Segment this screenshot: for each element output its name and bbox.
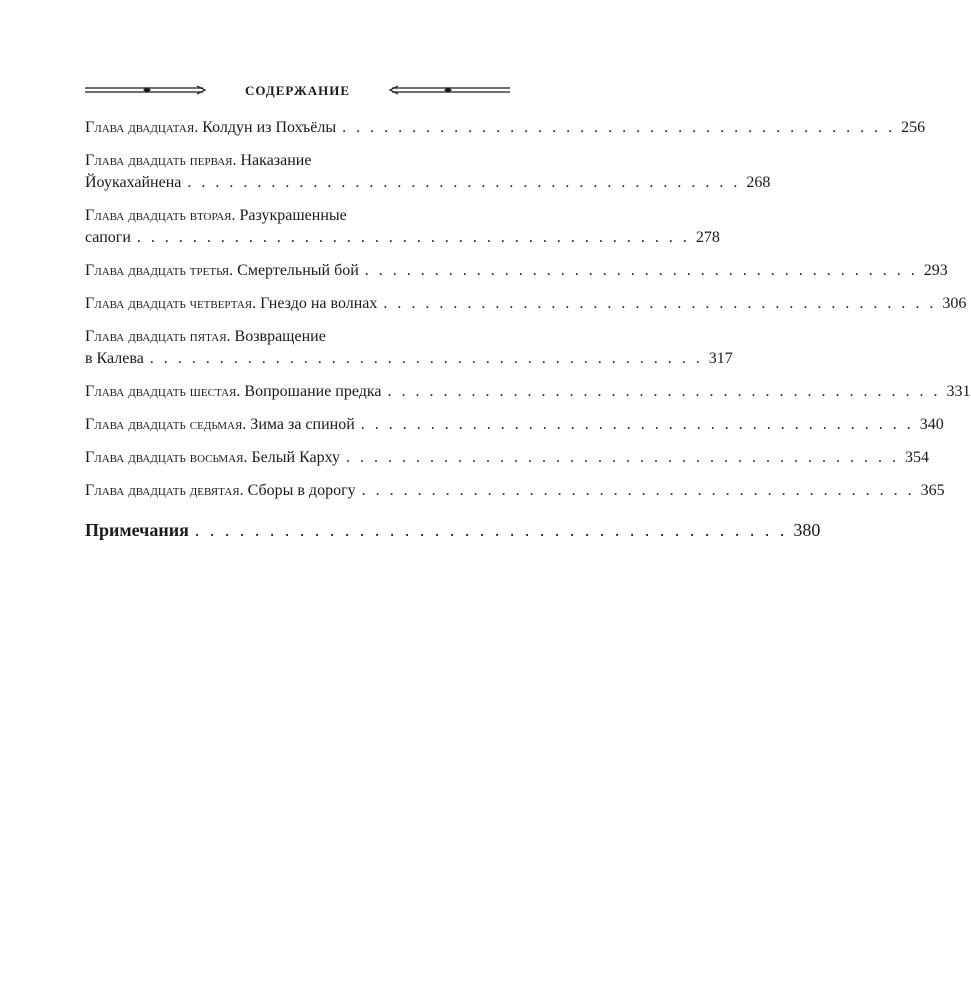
toc-entry[interactable] xyxy=(85,150,771,194)
toc-entry[interactable] xyxy=(85,326,733,370)
toc-entry-notes[interactable] xyxy=(85,518,821,542)
chapter-title-continued: Йоукахайнена xyxy=(85,174,182,191)
right-ornament-icon xyxy=(385,82,510,100)
dot-leader: . . . . . . . . . . . . . . . . . . . . . . . . . . . . . . . . . . . . . . . . xyxy=(364,262,918,279)
dot-leader: . . . . . . . . . . . . . . . . . . . . . . . . . . . . . . . . . . . . . . . . xyxy=(149,350,703,367)
toc-entry[interactable] xyxy=(85,480,945,502)
notes-title: Примечания xyxy=(85,520,189,540)
dot-leader: . . . . . . . . . . . . . . . . . . . . . . . . . . . . . . . . . . . . . . . . xyxy=(342,119,896,136)
page-number: 317 xyxy=(708,350,733,367)
page-number: 278 xyxy=(695,229,720,246)
toc-entry[interactable] xyxy=(85,447,930,469)
chapter-label: Глава двадцать пятая. xyxy=(85,328,231,345)
chapter-title-continued: в Калева xyxy=(85,350,144,367)
toc-entry[interactable] xyxy=(85,205,720,249)
page-number: 268 xyxy=(746,174,771,191)
chapter-title: Разукрашенные xyxy=(239,207,347,224)
page-number: 365 xyxy=(920,482,945,499)
dot-leader: . . . . . . . . . . . . . . . . . . . . . . . . . . . . . . . . . . . . . . . . xyxy=(387,383,941,400)
page-number: 380 xyxy=(793,520,821,540)
chapter-title: Колдун из Похъёлы xyxy=(202,119,337,136)
toc-entry[interactable] xyxy=(85,381,971,403)
page-number: 306 xyxy=(942,295,967,312)
chapter-title: Смертельный бой xyxy=(237,262,359,279)
chapter-label: Глава двадцать первая. xyxy=(85,152,237,169)
page-number: 340 xyxy=(919,416,944,433)
dot-leader: . . . . . . . . . . . . . . . . . . . . . . . . . . . . . . . . . . . . . . . . xyxy=(361,482,915,499)
chapter-label: Глава двадцать третья. xyxy=(85,262,234,279)
page-number: 354 xyxy=(905,449,930,466)
dot-leader: . . . . . . . . . . . . . . . . . . . . . . . . . . . . . . . . . . . . . . . . xyxy=(383,295,937,312)
toc-entry[interactable] xyxy=(85,260,948,282)
toc-title: СОДЕРЖАНИЕ xyxy=(244,83,351,98)
chapter-title: Наказание xyxy=(240,152,312,169)
toc-entry[interactable] xyxy=(85,293,967,315)
chapter-title: Белый Карху xyxy=(251,449,341,466)
chapter-title-continued: сапоги xyxy=(85,229,131,246)
dot-leader: . . . . . . . . . . . . . . . . . . . . . . . . . . . . . . . . . . . . . . . . xyxy=(136,229,690,246)
page-number: 331 xyxy=(946,383,971,400)
chapter-label: Глава двадцать седьмая. xyxy=(85,416,247,433)
dot-leader: . . . . . . . . . . . . . . . . . . . . . . . . . . . . . . . . . . . . . . . . xyxy=(187,174,741,191)
chapter-title: Гнездо на волнах xyxy=(260,295,378,312)
chapter-label: Глава двадцать девятая. xyxy=(85,482,244,499)
chapter-title: Зима за спиной xyxy=(250,416,355,433)
dot-leader: . . . . . . . . . . . . . . . . . . . . . . . . . . . . . . . . . . . . . . . . xyxy=(360,416,914,433)
dot-leader: . . . . . . . . . . . . . . . . . . . . . . . . . . . . . . . . . . . . . . . . xyxy=(194,520,788,540)
chapter-label: Глава двадцать восьмая. xyxy=(85,449,248,466)
page-number: 293 xyxy=(923,262,948,279)
chapter-title: Вопрошание предка xyxy=(244,383,382,400)
chapter-label: Глава двадцать шестая. xyxy=(85,383,241,400)
chapter-label: Глава двадцать четвертая. xyxy=(85,295,257,312)
toc-entry[interactable] xyxy=(85,117,926,139)
toc-header xyxy=(85,82,510,100)
toc-entry[interactable] xyxy=(85,414,944,436)
page-number: 256 xyxy=(901,119,926,136)
chapter-title: Возвращение xyxy=(234,328,326,345)
chapter-label: Глава двадцатая. xyxy=(85,119,199,136)
dot-leader: . . . . . . . . . . . . . . . . . . . . . . . . . . . . . . . . . . . . . . . . xyxy=(346,449,900,466)
toc-list xyxy=(85,117,971,553)
chapter-label: Глава двадцать вторая. xyxy=(85,207,236,224)
chapter-title: Сборы в дорогу xyxy=(247,482,356,499)
